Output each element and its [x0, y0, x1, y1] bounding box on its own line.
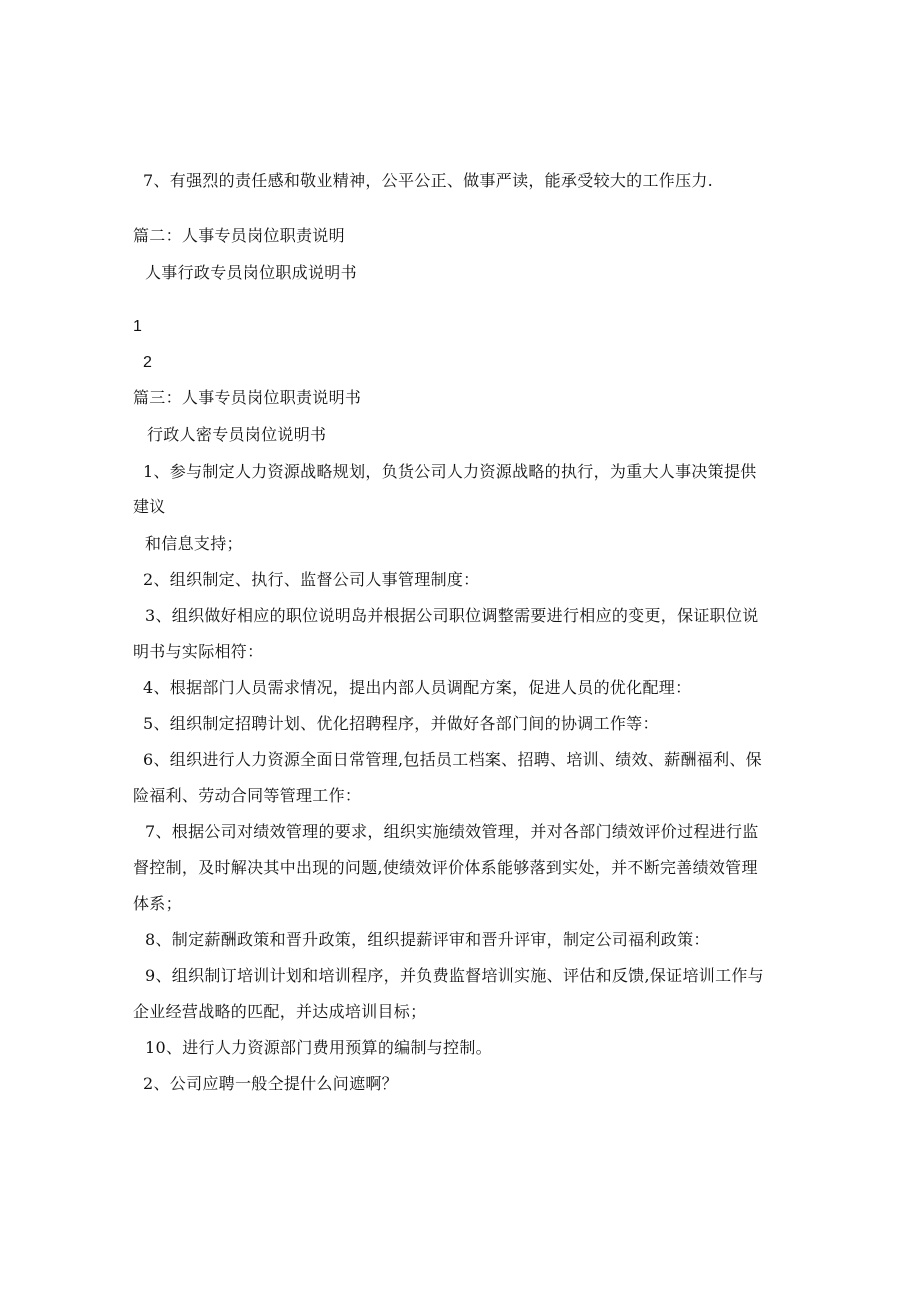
text-line: 险福利、劳动合同等管理工作：: [133, 786, 362, 805]
list-marker: 1: [133, 318, 143, 335]
text-line: 明书与实际相符：: [133, 642, 264, 661]
text-line: 5、组织制定招聘计划、优化招聘程序，并做好各部门间的协调工作等：: [143, 714, 659, 733]
text-line: 4、根据部门人员需求情况，提出内部人员调配方案，促进人员的优化配理：: [143, 678, 692, 697]
text-line: 督控制，及时解决其中出现的问题,使绩效评价体系能够落到实处，并不断完善绩效管理: [133, 858, 758, 877]
section-subtitle: 人事行政专员岗位职成说明书: [145, 263, 357, 282]
section-heading: 篇二：人事专员岗位职责说明: [133, 226, 345, 245]
list-marker: 2: [143, 354, 153, 371]
text-line: 3、组织做好相应的职位说明岛并根据公司职位调整需要进行相应的变更，保证职位说: [145, 606, 759, 625]
text-line: 2、公司应聘一般仝提什么问遮啊？: [143, 1074, 398, 1093]
text-line: 1、参与制定人力资源战略规划，负货公司人力资源战略的执行，为重大人事决策提供: [143, 462, 757, 481]
text-line: 和信息支持；: [145, 534, 243, 553]
text-line: 7、有强烈的责任感和敬业精神，公平公正、做事严读，能承受较大的工作压力.: [143, 171, 714, 190]
text-line: 6、组织进行人力资源全面日常管理,包括员工档案、招聘、培训、绩效、薪酬福利、保: [143, 750, 762, 769]
text-line: 9、组织制订培训计划和培训程序，并负费监督培训实施、评估和反馈,保证培训工作与: [145, 966, 764, 985]
text-line: 10、进行人力资源部门费用预算的编制与控制。: [145, 1038, 492, 1057]
text-line: 体系；: [133, 894, 182, 913]
section-subtitle: 行政人密专员岗位说明书: [147, 425, 327, 444]
text-line: 建议: [133, 497, 166, 516]
text-line: 2、组织制定、执行、监督公司人事管理制度：: [143, 570, 480, 589]
text-line: 企业经营战略的匹配，并达成培训目标；: [133, 1002, 427, 1021]
section-heading: 篇三：人事专员岗位职责说明书: [133, 388, 362, 407]
text-line: 8、制定薪酬政策和晋升政策，组织提薪评审和晋升评审，制定公司福利政策：: [145, 930, 710, 949]
text-line: 7、根据公司对绩效管理的要求，组织实施绩效管理，并对各部门绩效评价过程进行监: [145, 822, 759, 841]
